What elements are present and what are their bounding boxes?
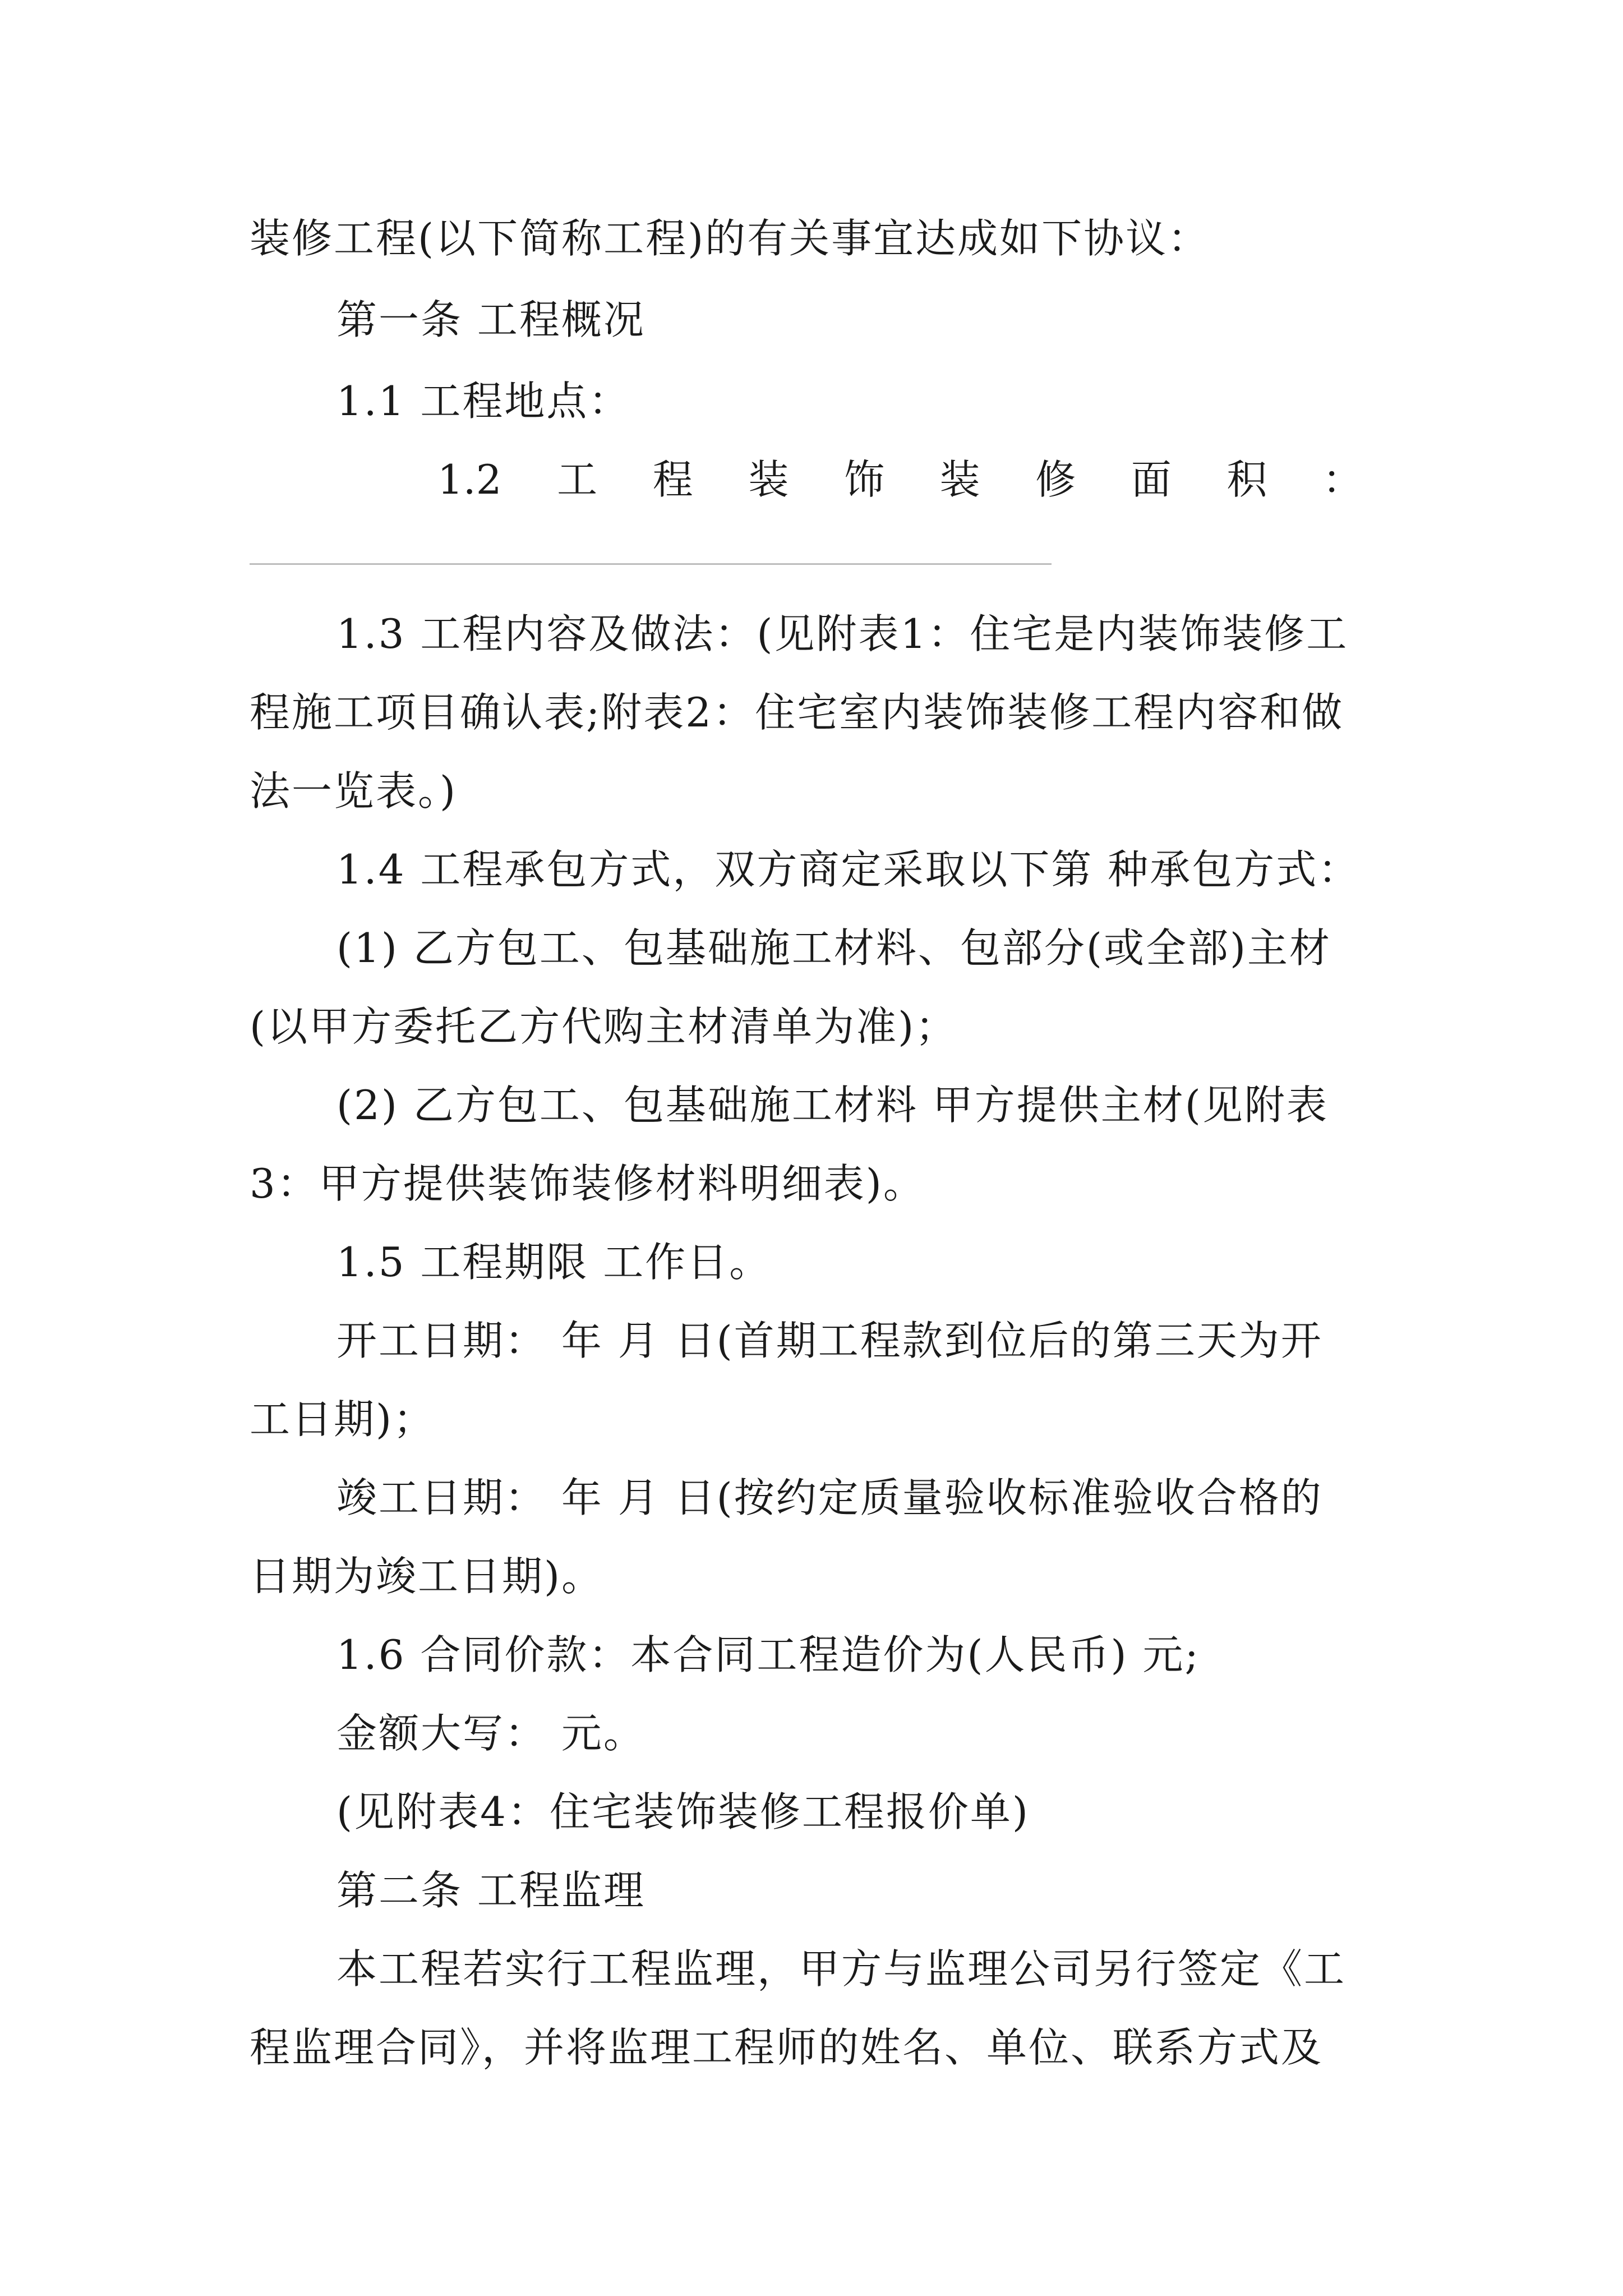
text-line: (1) 乙方包工、包基础施工材料、包部分(或全部)主材 [336, 924, 1332, 972]
text-line: (见附表4：住宅装饰装修工程报价单) [336, 1788, 1030, 1835]
text-line: 本工程若实行工程监理，甲方与监理公司另行签定《工 [336, 1945, 1347, 1993]
spread-char: 工 [557, 456, 598, 503]
spread-char: 装 [939, 456, 980, 503]
text-line: 日期为竣工日期)。 [250, 1553, 604, 1600]
spread-char: 饰 [843, 456, 884, 503]
text-line: 金额大写： 元。 [336, 1710, 645, 1757]
text-line: 1.6 合同价款：本合同工程造价为(人民币) 元; [336, 1631, 1200, 1678]
text-line: 竣工日期： 年 月 日(按约定质量验收标准验收合格的 [336, 1474, 1323, 1521]
text-line: 1.4 工程承包方式，双方商定采取以下第 种承包方式： [336, 846, 1361, 893]
text-line: 1.5 工程期限 工作日。 [336, 1239, 772, 1286]
spread-char: 1.2 [437, 456, 502, 503]
text-line: 工日期)； [250, 1396, 436, 1443]
text-line: (2) 乙方包工、包基础施工材料 甲方提供主材(见附表 [336, 1082, 1329, 1129]
spread-char: 面 [1131, 456, 1172, 503]
text-line: 3：甲方提供装饰装修材料明细表)。 [250, 1160, 925, 1207]
spread-char: ： [1322, 456, 1363, 503]
text-line: 装修工程(以下简称工程)的有关事宜达成如下协议： [250, 215, 1210, 262]
fill-in-underline [250, 563, 1052, 565]
spread-char: 积 [1227, 456, 1267, 503]
spread-char: 装 [748, 456, 789, 503]
text-line: (以甲方委托乙方代购主材清单为准)； [250, 1003, 958, 1050]
text-line: 法一览表。) [250, 767, 458, 815]
section-heading: 第一条 工程概况 [336, 296, 645, 343]
text-line: 1.3 工程内容及做法：(见附表1：住宅是内装饰装修工 [336, 610, 1349, 657]
section-heading: 第二条 工程监理 [336, 1867, 645, 1914]
spread-char: 程 [652, 456, 693, 503]
text-line: 1.1 工程地点： [336, 378, 631, 425]
text-line: 程监理合同》，并将监理工程师的姓名、单位、联系方式及 [250, 2024, 1324, 2071]
spread-char: 修 [1035, 456, 1076, 503]
justified-line [437, 452, 1363, 508]
text-line: 程施工项目确认表;附表2：住宅室内装饰装修工程内容和做 [250, 689, 1344, 736]
text-line: 开工日期： 年 月 日(首期工程款到位后的第三天为开 [336, 1317, 1323, 1364]
